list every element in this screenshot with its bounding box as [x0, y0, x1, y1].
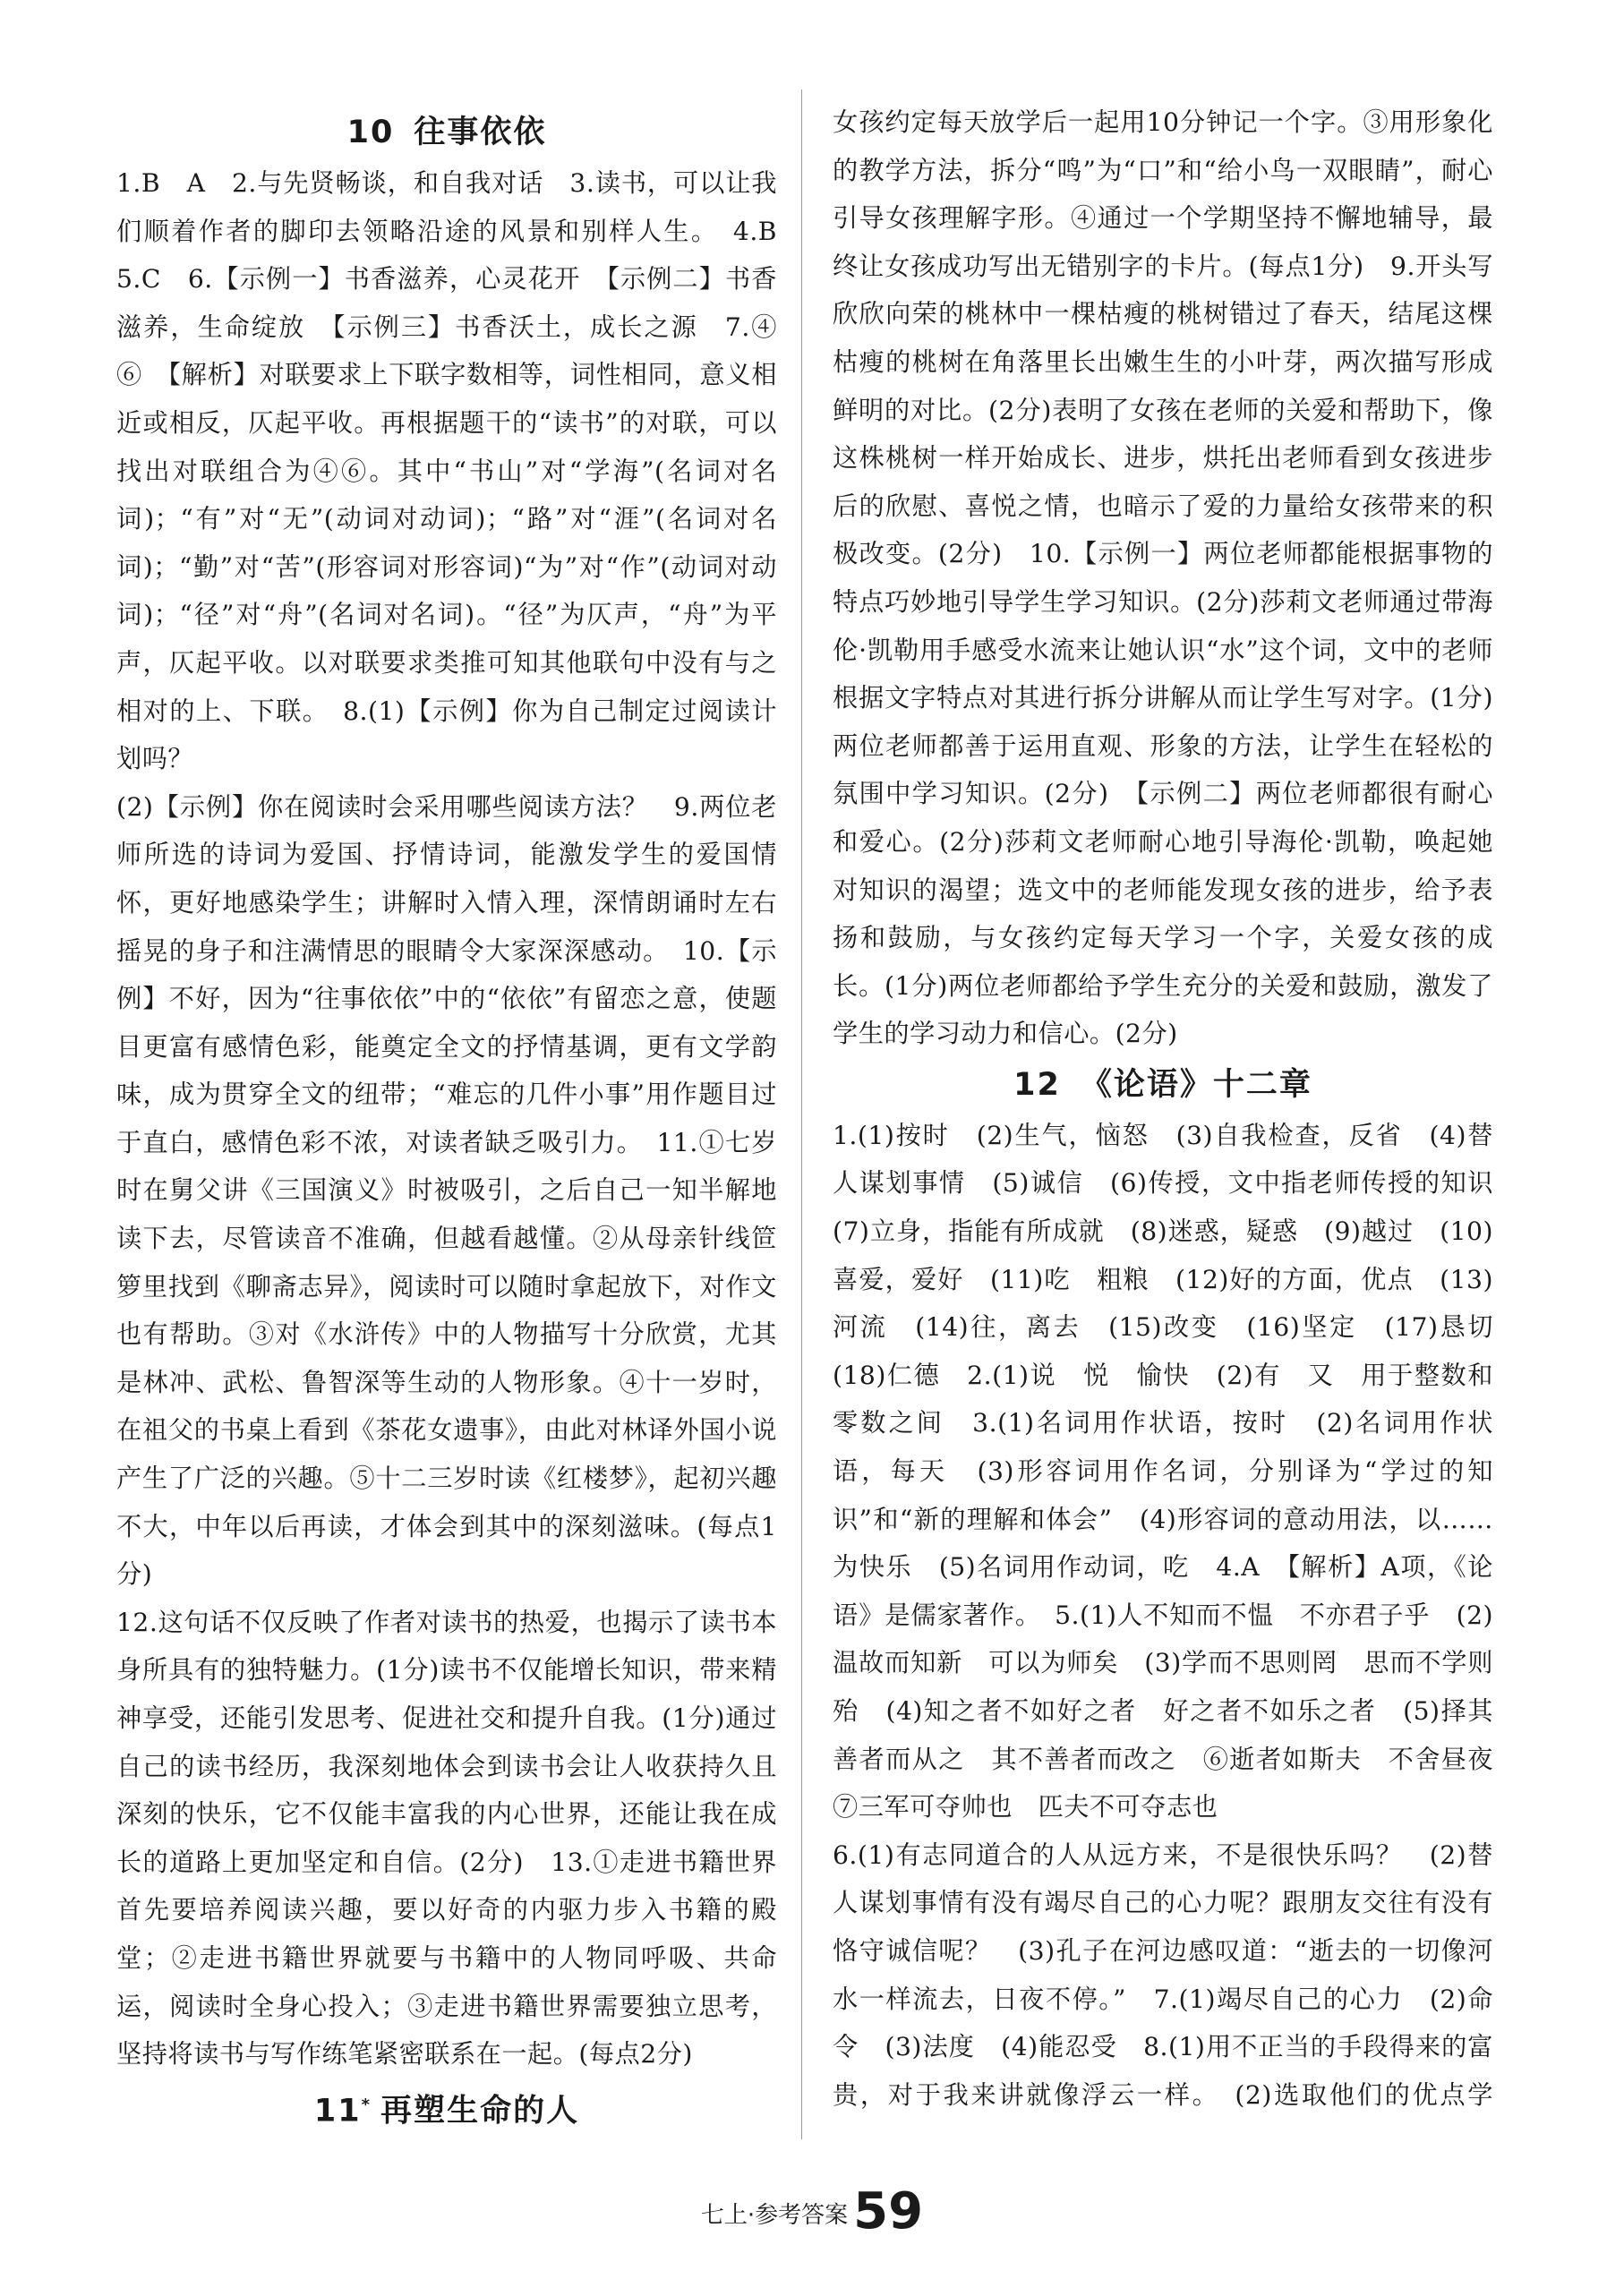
left-column [116, 106, 777, 2129]
section-number: 11 [313, 2093, 362, 2129]
section-heading: 往事依依 [414, 115, 547, 150]
right-column [833, 98, 1493, 2121]
section-number: 12 [1013, 1066, 1061, 1103]
section-heading: 《论语》十二章 [1080, 1066, 1312, 1103]
section-number: 10 [346, 115, 395, 150]
answer-paragraph: 女孩约定每天放学后一起用10分钟记一个字。③用形象化的教学方法，拆分“鸣”为“口”和“给小鸟一双眼睛”，耐心引导女孩理解字形。④通过一个学期坚持不懈地辅导，最终让女孩成功写出无错别字的卡片。(每点1分) 9.开头写欣欣向荣的桃林中一棵枯瘦的桃树错过了春天，结尾这棵枯瘦的桃树在角落里长出嫩生生的小叶芽，两次描写形成鲜明的对比。(2分)表明了女孩在老师的关爱和帮助下，像这株桃树一样开始成长、进步，烘托出老师看到女孩进步后的欣慰、喜悦之情，也暗示了爱的力量给女孩带来的积极改变。(2分) 10.【示例一】两位老师都能根据事物的特点巧妙地引导学生学习知识。(2分)莎莉文老师通过带海伦·凯勒用手感受水流来让她认识“水”这个词，文中的老师根据文字特点对其进行拆分讲解从而让学生写对字。(1分)两位老师都善于运用直观、形象的方法，让学生在轻松的氛围中学习知识。(2分) 【示例二】两位老师都很有耐心和爱心。(2分)莎莉文老师耐心地引导海伦·凯勒，唤起她对知识的渴望；选文中的老师能发现女孩的进步，给予表扬和鼓励，与女孩约定每天学习一个字，关爱女孩的成长。(1分)两位老师都给予学生充分的关爱和鼓励，激发了学生的学习动力和信心。(2分) [833, 107, 1493, 1049]
footer-label: 七上·参考答案 [700, 2202, 849, 2229]
section-12-title [833, 1058, 1493, 1112]
section-heading: 再塑生命的人 [380, 2093, 580, 2129]
page-number: 59 [853, 2182, 924, 2241]
optional-marker: * [361, 2095, 372, 2114]
page-footer [0, 2182, 1624, 2241]
section-10-title [116, 106, 777, 159]
answer-paragraph: (2)【示例】你在阅读时会采用哪些阅读方法？ 9.两位老师所选的诗词为爱国、抒情诗词，能激发学生的爱国情怀，更好地感染学生；讲解时入情入理，深情朗诵时左右摇晃的身子和注满情思的眼睛令大家深深感动。 10.【示例】不好，因为“往事依依”中的“依依”有留恋之意，使题目更富有感情色彩，能奠定全文的抒情基调，更有文学韵味，成为贯穿全文的纽带；“难忘的几件小事”用作题目过于直白，感情色彩不浓，对读者缺乏吸引力。 11.①七岁时在舅父讲《三国演义》时被吸引，之后自己一知半解地读下去，尽管读音不准确，但越看越懂。②从母亲针线笸箩里找到《聊斋志异》，阅读时可以随时拿起放下，对作文也有帮助。③对《水浒传》中的人物描写十分欣赏，尤其是林冲、武松、鲁智深等生动的人物形象。④十一岁时，在祖父的书桌上看到《茶花女遗事》，由此对林译外国小说产生了广泛的兴趣。⑤十二三岁时读《红楼梦》，起初兴趣不大，中年以后再读，才体会到其中的深刻滋味。(每点1分) [116, 791, 777, 1590]
answer-paragraph: 12.这句话不仅反映了作者对读书的热爱，也揭示了读书本身所具有的独特魅力。(1分)读书不仅能增长知识，带来精神享受，还能引发思考、促进社交和提升自我。(1分)通过自己的读书经历，我深刻地体会到读书会让人收获持久且深刻的快乐，它不仅能丰富我的内心世界，还能让我在成长的道路上更加坚定和自信。(2分) 13.①走进书籍世界首先要培养阅读兴趣，要以好奇的内驱力步入书籍的殿堂；②走进书籍世界就要与书籍中的人物同呼吸、共命运，阅读时全身心投入；③走进书籍世界需要独立思考，坚持将读书与写作练笔紧密联系在一起。(每点2分) [116, 1607, 777, 2070]
section-11-title [116, 2078, 777, 2129]
column-divider [801, 90, 802, 2139]
answer-paragraph: 1.(1)按时 (2)生气，恼怒 (3)自我检查，反省 (4)替人谋划事情 (5)诚信 (6)传授，文中指老师传授的知识 (7)立身，指能有所成就 (8)迷惑，疑惑 (9)越过 (10)喜爱，爱好 (11)吃 粗粮 (12)好的方面，优点 (13)河流 (14)往，离去 (15)改变 (16)坚定 (17)恳切 (18)仁德 2.(1)说 悦 愉快 (2)有 又 用于整数和零数之间 3.(1)名词用作状语，按时 (2)名词用作状语，每天 (3)形容词用作名词，分别译为“学过的知识”和“新的理解和体会” (4)形容词的意动用法，以……为快乐 (5)名词用作动词，吃 4.A 【解析】A项，《论语》是儒家著作。 5.(1)人不知而不愠 不亦君子乎 (2)温故而知新 可以为师矣 (3)学而不思则罔 思而不学则殆 (4)知之者不如好之者 好之者不如乐之者 (5)择其善者而从之 其不善者而改之 ⑥逝者如斯夫 不舍昼夜 ⑦三军可夺帅也 匹夫不可夺志也 [833, 1120, 1493, 1822]
answer-paragraph: 1.B A 2.与先贤畅谈，和自我对话 3.读书，可以让我们顺着作者的脚印去领略沿途的风景和别样人生。 4.B 5.C 6.【示例一】书香滋养，心灵花开 【示例二】书香滋养，生命绽放 【示例三】书香沃土，成长之源 7.④ ⑥ 【解析】对联要求上下联字数相等，词性相同，意义相近或相反，仄起平收。再根据题干的“读书”的对联，可以找出对联组合为④⑥。其中“书山”对“学海”(名词对名词)；“有”对“无”(动词对动词)；“路”对“涯”(名词对名词)；“勤”对“苦”(形容词对形容词)“为”对“作”(动词对动词)；“径”对“舟”(名词对名词)。“径”为仄声，“舟”为平声，仄起平收。以对联要求类推可知其他联句中没有与之相对的上、下联。 8.(1)【示例】你为自己制定过阅读计划吗？ [116, 168, 777, 774]
answer-paragraph: 6.(1)有志同道合的人从远方来，不是很快乐吗？ (2)替人谋划事情有没有竭尽自己的心力呢？跟朋友交往有没有恪守诚信呢？ (3)孔子在河边感叹道：“逝去的一切像河水一样流去，日夜不停。” 7.(1)竭尽自己的心力 (2)命令 (3)法度 (4)能忍受 8.(1)用不正当的手段得来的富贵，对于我来讲就像浮云一样。 (2)选取他们的优点学 [833, 1839, 1493, 2110]
